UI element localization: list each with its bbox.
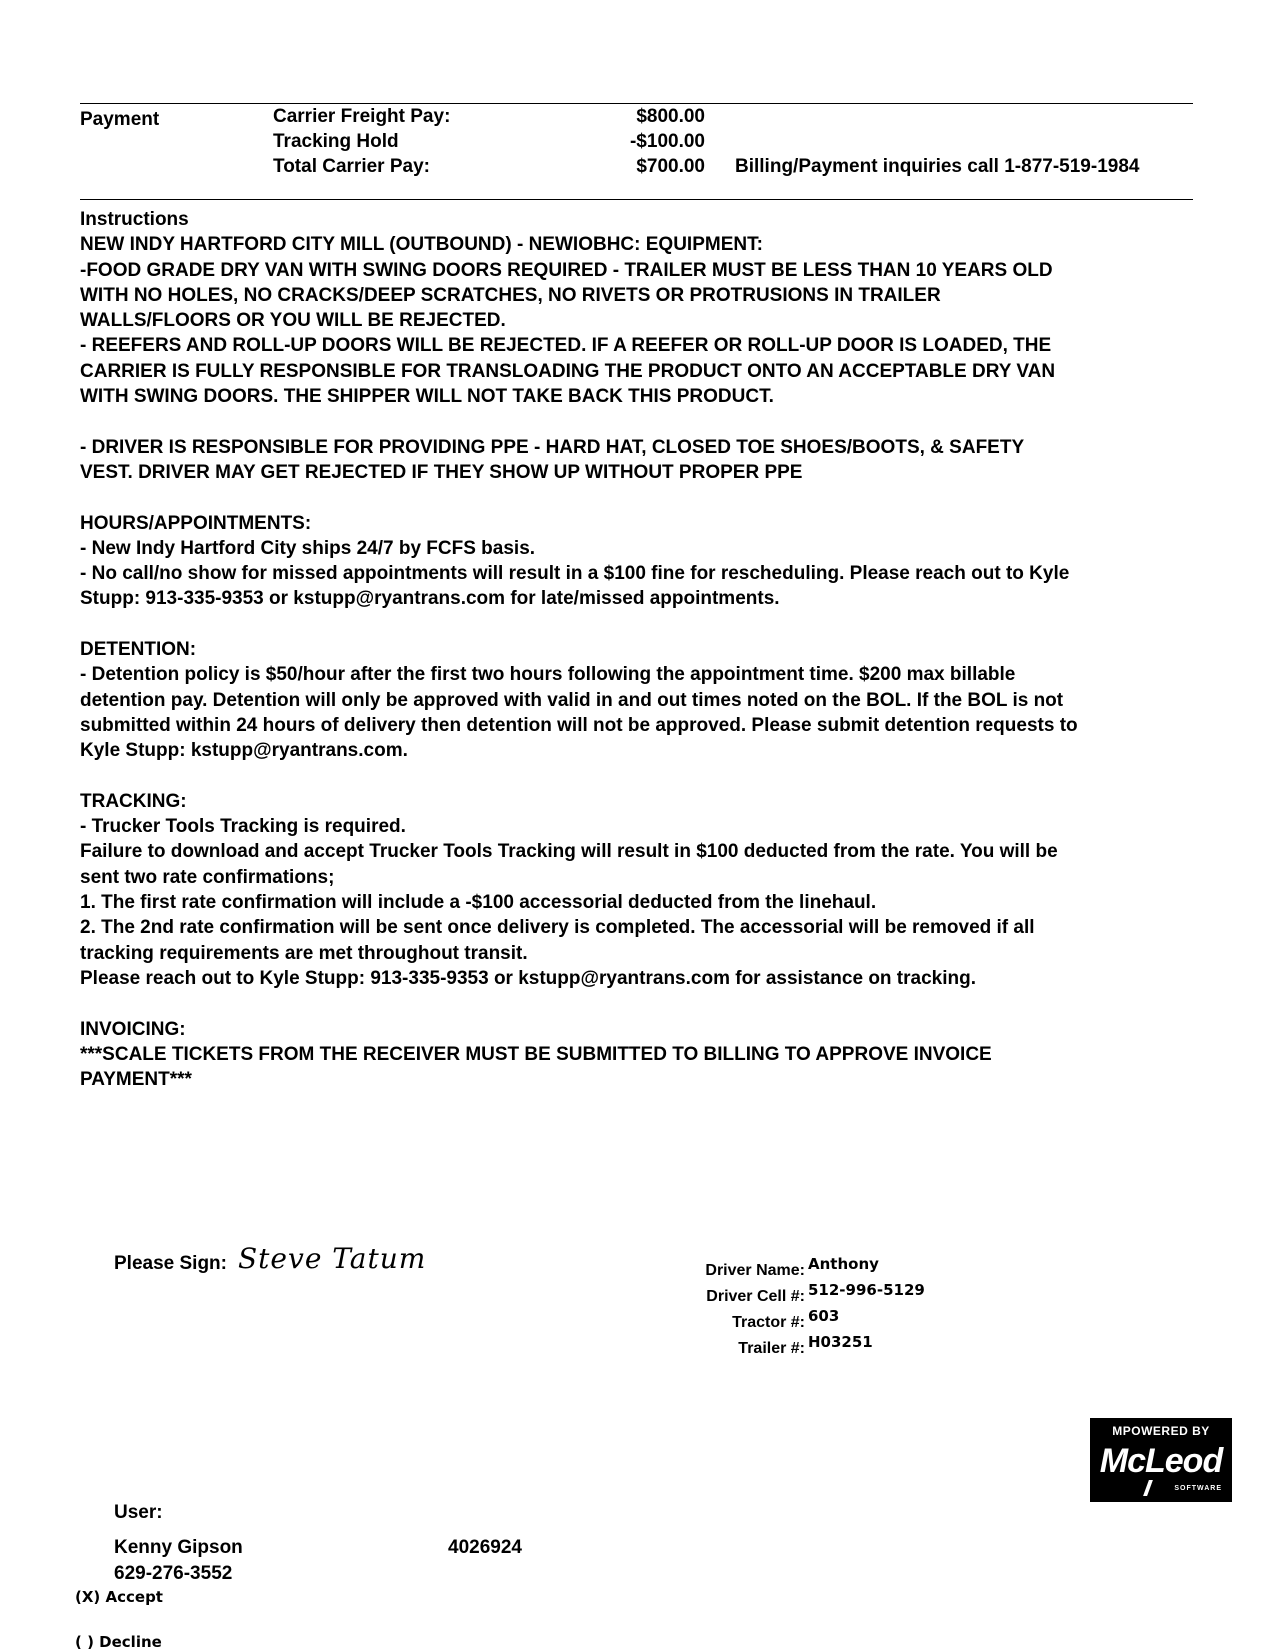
instruction-line: - New Indy Hartford City ships 24/7 by FCFS basis. <box>80 537 536 559</box>
total-carrier-pay-amount: $700.00 <box>636 156 705 177</box>
trailer-number-value: H03251 <box>808 1333 873 1351</box>
instruction-spacer <box>80 409 1200 434</box>
instruction-line: ***SCALE TICKETS FROM THE RECEIVER MUST BE SUBMITTED TO BILLING TO APPROVE INVOICE <box>80 1043 992 1065</box>
instruction-line: INVOICING: <box>80 1018 186 1040</box>
instruction-line: Failure to download and accept Trucker Tools Tracking will result in $100 deducted from the rate. You will be <box>80 841 1058 863</box>
instruction-line: - No call/no show for missed appointments will result in a $100 fine for rescheduling. Please reach out to Kyle <box>80 563 1070 585</box>
instruction-line: 2. The 2nd rate confirmation will be sent once delivery is completed. The accessorial will be removed if all <box>80 917 1035 939</box>
accept-option[interactable]: (X) Accept <box>75 1588 163 1606</box>
driver-name-value: Anthony <box>808 1255 879 1273</box>
instruction-line: tracking requirements are met throughout transit. <box>80 942 528 964</box>
instruction-line: TRACKING: <box>80 790 187 812</box>
driver-cell-label: Driver Cell #: <box>706 1288 805 1305</box>
instruction-line: - REEFERS AND ROLL-UP DOORS WILL BE REJECTED. IF A REEFER OR ROLL-UP DOOR IS LOADED, THE <box>80 335 1052 357</box>
user-name: Kenny Gipson <box>114 1537 243 1558</box>
instruction-line: 1. The first rate confirmation will include a -$100 accessorial deducted from the linehaul. <box>80 892 877 914</box>
instruction-line: - Detention policy is $50/hour after the first two hours following the appointment time. $200 max billable <box>80 664 1016 686</box>
billing-inquiry-note: Billing/Payment inquiries call 1-877-519-1984 <box>735 156 1140 177</box>
decline-option[interactable]: ( ) Decline <box>75 1633 162 1651</box>
instruction-line: - DRIVER IS RESPONSIBLE FOR PROVIDING PPE - HARD HAT, CLOSED TOE SHOES/BOOTS, & SAFETY <box>80 436 1025 458</box>
instruction-line: Kyle Stupp: kstupp@ryantrans.com. <box>80 740 408 762</box>
driver-name-label: Driver Name: <box>705 1262 805 1279</box>
logo-top-text: MPOWERED BY <box>1112 1424 1210 1438</box>
logo-sub-text: SOFTWARE <box>1174 1485 1222 1492</box>
instruction-line: NEW INDY HARTFORD CITY MILL (OUTBOUND) - NEWIOBHC: EQUIPMENT: <box>80 234 763 256</box>
tracking-hold-amount: -$100.00 <box>629 131 705 152</box>
instructions-text <box>80 232 1200 1092</box>
trailer-number-label: Trailer #: <box>738 1340 805 1357</box>
instruction-line: Please reach out to Kyle Stupp: 913-335-9353 or kstupp@ryantrans.com for assistance on tracking. <box>80 967 976 989</box>
driver-cell-value: 512-996-5129 <box>808 1281 925 1299</box>
tracking-hold-label: Tracking Hold <box>273 131 399 152</box>
payment-bottom-divider <box>80 199 1193 200</box>
instruction-line: WITH NO HOLES, NO CRACKS/DEEP SCRATCHES, NO RIVETS OR PROTRUSIONS IN TRAILER <box>80 284 941 306</box>
instruction-line: -FOOD GRADE DRY VAN WITH SWING DOORS REQUIRED - TRAILER MUST BE LESS THAN 10 YEARS OLD <box>80 259 1053 281</box>
mcleod-logo <box>1090 1418 1232 1502</box>
logo-slash-mark <box>1143 1480 1153 1496</box>
instruction-line: detention pay. Detention will only be approved with valid in and out times noted on the BOL. If the BOL is not <box>80 689 1064 711</box>
tractor-number-value: 603 <box>808 1307 840 1325</box>
user-label: User: <box>114 1502 163 1523</box>
instructions-block <box>80 207 1200 1092</box>
user-id: 4026924 <box>448 1537 522 1558</box>
carrier-freight-pay-amount: $800.00 <box>636 106 705 127</box>
user-phone: 629-276-3552 <box>114 1563 233 1584</box>
instruction-line: PAYMENT*** <box>80 1069 192 1091</box>
instruction-spacer <box>80 485 1200 510</box>
instruction-line: - Trucker Tools Tracking is required. <box>80 816 406 838</box>
payment-section-label: Payment <box>80 109 160 130</box>
total-carrier-pay-label: Total Carrier Pay: <box>273 156 430 177</box>
tractor-number-label: Tractor #: <box>732 1314 805 1331</box>
instruction-spacer <box>80 991 1200 1016</box>
instruction-line: WALLS/FLOORS OR YOU WILL BE REJECTED. <box>80 310 506 332</box>
instruction-line: CARRIER IS FULLY RESPONSIBLE FOR TRANSLOADING THE PRODUCT ONTO AN ACCEPTABLE DRY VAN <box>80 360 1056 382</box>
signature: Steve Tatum <box>238 1242 427 1275</box>
instruction-line: DETENTION: <box>80 639 197 661</box>
please-sign-label: Please Sign: <box>114 1253 227 1274</box>
instruction-line: Stupp: 913-335-9353 or kstupp@ryantrans.com for late/missed appointments. <box>80 588 780 610</box>
instruction-spacer <box>80 764 1200 789</box>
logo-brand: McLeod <box>1099 1442 1223 1480</box>
instruction-line: VEST. DRIVER MAY GET REJECTED IF THEY SHOW UP WITHOUT PROPER PPE <box>80 461 803 483</box>
carrier-freight-pay-label: Carrier Freight Pay: <box>273 106 451 127</box>
instruction-line: sent two rate confirmations; <box>80 866 335 888</box>
instruction-line: WITH SWING DOORS. THE SHIPPER WILL NOT TAKE BACK THIS PRODUCT. <box>80 386 774 408</box>
instruction-line: submitted within 24 hours of delivery then detention will not be approved. Please submit detention requests to <box>80 714 1078 736</box>
instruction-spacer <box>80 612 1200 637</box>
instruction-line: HOURS/APPOINTMENTS: <box>80 512 312 534</box>
instructions-heading: Instructions <box>80 209 189 230</box>
